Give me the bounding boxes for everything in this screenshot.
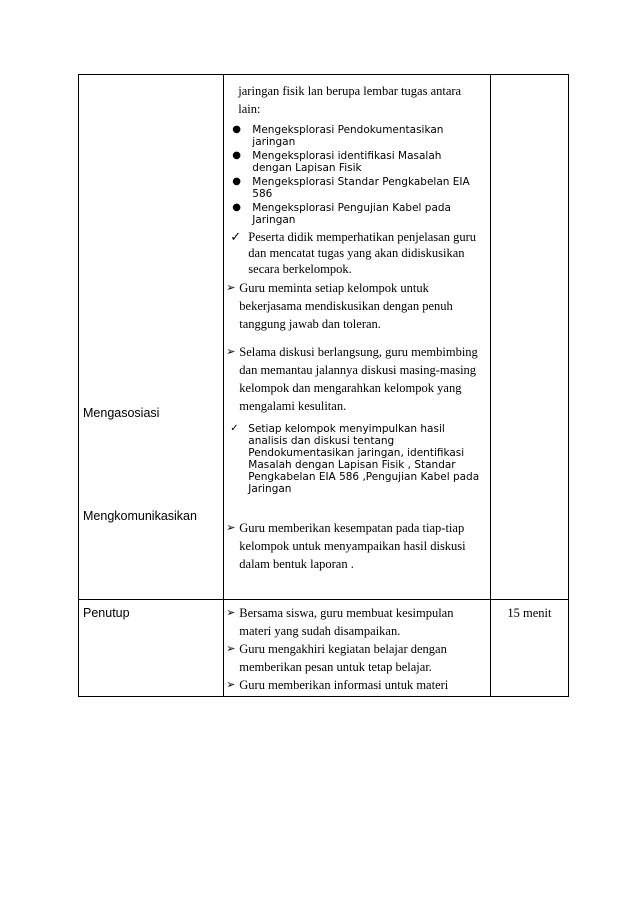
phase-label-mengasosiasi: Mengasosiasi [83, 406, 160, 420]
check-icon: ✓ [230, 423, 239, 434]
phase-label-mengkomunikasikan: Mengkomunikasikan [83, 509, 197, 523]
list-item: ➢ Selama diskusi berlangsung, guru membimbing dan memantau jalannya diskusi masing-masing kelompok dan mengarahkan kelompok yang mengalami kesulitan. [226, 345, 478, 413]
lesson-plan-table [78, 74, 569, 697]
arrow-icon: ➢ [226, 643, 236, 655]
time-cell [490, 600, 568, 697]
table-row [79, 75, 569, 600]
arrow-icon: ➢ [226, 522, 236, 534]
intro-text: jaringan fisik lan berupa lembar tugas antara lain: [238, 84, 462, 116]
list-item: ● Mengeksplorasi Pendokumentasikan jaringan [224, 124, 482, 148]
list-item: ● Mengeksplorasi identifikasi Masalah dengan Lapisan Fisik [224, 150, 482, 174]
check-icon: ✓ [230, 229, 242, 244]
list-item: ➢ Bersama siswa, guru membuat kesimpulan materi yang sudah disampaikan. [226, 606, 454, 638]
list-item: ✓ Setiap kelompok menyimpulkan hasil analisis dan diskusi tentang Pendokumentasikan jaringan, identifikasi Masalah dengan Lapisan Fisik , Standar Pengkabelan EIA 586 ,Pengujian Kabel pada Jaringan [224, 423, 490, 495]
activity-cell [224, 75, 491, 600]
list-item: ➢ Guru mengakhiri kegiatan belajar dengan memberikan pesan untuk tetap belajar. [226, 642, 447, 674]
list-item: ● Mengeksplorasi Pengujian Kabel pada Jaringan [224, 202, 482, 226]
list-item: ✓ Peserta didik memperhatikan penjelasan guru dan mencatat tugas yang akan didiskusikan secara berkelompok. [224, 229, 490, 277]
arrow-icon: ➢ [226, 607, 236, 619]
list-item: ● Mengeksplorasi Standar Pengkabelan EIA 586 [224, 176, 482, 200]
phase-cell [79, 75, 224, 600]
phase-label-penutup: Penutup [83, 606, 130, 620]
bullet-icon: ● [232, 176, 242, 187]
bullet-icon: ● [232, 150, 242, 161]
list-item: ➢ Guru meminta setiap kelompok untuk bekerjasama mendiskusikan dengan penuh tanggung jawab dan toleran. [226, 281, 453, 331]
list-item: ➢ Guru memberikan kesempatan pada tiap-tiap kelompok untuk menyampaikan hasil diskusi dalam bentuk laporan . [226, 521, 466, 571]
bullet-icon: ● [232, 124, 242, 135]
duration-text: 15 menit [507, 606, 552, 620]
time-cell [490, 75, 568, 600]
arrow-icon: ➢ [226, 282, 236, 294]
phase-cell [79, 600, 224, 697]
activity-cell [224, 600, 491, 697]
table-row [79, 600, 569, 697]
bullet-icon: ● [232, 202, 242, 213]
arrow-icon: ➢ [226, 679, 236, 691]
list-item: ➢ Guru memberikan informasi untuk materi [226, 678, 449, 692]
arrow-icon: ➢ [226, 346, 236, 358]
